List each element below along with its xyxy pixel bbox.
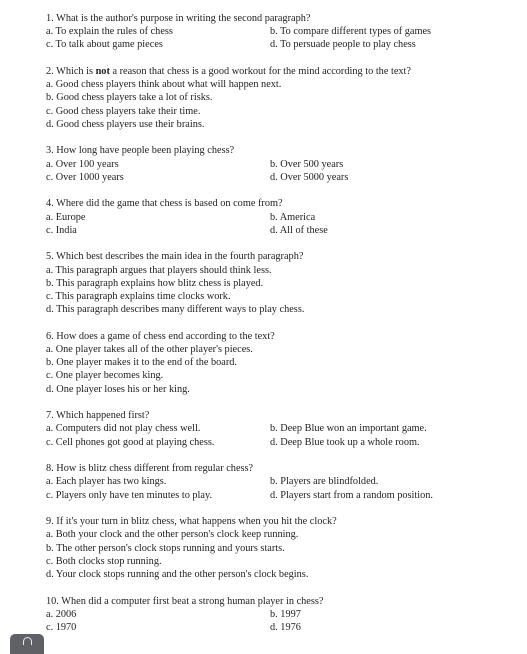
option-d: d. 1976 — [270, 622, 301, 634]
question-10 — [46, 595, 486, 635]
option-b: b. The other person's clock stops running and yours starts. — [46, 542, 285, 554]
question-5 — [46, 250, 486, 316]
corner-tab-icon[interactable] — [10, 634, 44, 654]
answer-options — [46, 211, 486, 237]
question-stem: 7. Which happened first? — [46, 410, 150, 422]
option-d: d. All of these — [270, 224, 328, 236]
answer-options — [46, 25, 486, 51]
option-d: d. Over 5000 years — [270, 171, 349, 183]
option-c: c. To talk about game pieces — [46, 39, 163, 51]
question-9 — [46, 515, 486, 581]
option-c: c. Over 1000 years — [46, 171, 124, 183]
question-stem: 8. How is blitz chess different from regular chess? — [46, 463, 254, 475]
answer-options — [46, 422, 486, 448]
question-4 — [46, 197, 486, 237]
option-b: b. Good chess players take a lot of risks. — [46, 92, 213, 104]
option-a: a. Europe — [46, 211, 86, 223]
option-d: d. Deep Blue took up a whole room. — [270, 436, 420, 448]
answer-options — [46, 608, 486, 634]
option-d: d. To persuade people to play chess — [270, 39, 416, 51]
option-a: a. Both your clock and the other person's clock keep running. — [46, 529, 299, 541]
question-stem: 1. What is the author's purpose in writing the second paragraph? — [46, 13, 311, 24]
question-stem: 9. If it's your turn in blitz chess, what happens when you hit the clock? — [46, 516, 337, 528]
option-b: b. To compare different types of games — [270, 26, 432, 38]
answer-options — [46, 343, 486, 396]
question-7 — [46, 409, 486, 449]
option-a: a. To explain the rules of chess — [46, 26, 173, 38]
option-a: a. This paragraph argues that players should think less. — [46, 264, 272, 276]
stem-text-post: a reason that chess is a good workout for the mind according to the text? — [109, 66, 411, 77]
answer-options — [46, 528, 486, 581]
answer-options — [46, 264, 486, 317]
option-c: c. Good chess players take their time. — [46, 105, 201, 117]
option-c: c. Both clocks stop running. — [46, 555, 162, 567]
question-3 — [46, 144, 486, 184]
option-c: c. This paragraph explains time clocks work. — [46, 291, 231, 303]
option-a: a. Good chess players think about what will happen next. — [46, 79, 282, 91]
option-b: b. America — [270, 211, 316, 223]
option-c: c. Players only have ten minutes to play. — [46, 489, 213, 501]
option-c: c. India — [46, 224, 77, 236]
option-a: a. Computers did not play chess well. — [46, 423, 201, 435]
option-d: d. One player loses his or her king. — [46, 383, 190, 395]
option-c: c. Cell phones got good at playing chess. — [46, 436, 215, 448]
answer-options — [46, 78, 486, 131]
option-c: c. 1970 — [46, 622, 77, 634]
option-a: a. 2006 — [46, 608, 77, 620]
stem-emphasis: not — [95, 66, 110, 77]
option-c: c. One player becomes king. — [46, 370, 164, 382]
option-d: d. Good chess players use their brains. — [46, 118, 205, 130]
question-stem: 5. Which best describes the main idea in the fourth paragraph? — [46, 251, 304, 263]
question-2 — [46, 65, 486, 131]
option-d: d. Players start from a random position. — [270, 489, 434, 501]
option-d: d. Your clock stops running and the other person's clock begins. — [46, 569, 309, 581]
question-6 — [46, 330, 486, 396]
stem-text-pre: 2. Which is — [46, 66, 96, 77]
option-d: d. This paragraph describes many different ways to play chess. — [46, 304, 305, 316]
answer-options — [46, 158, 486, 184]
option-b: b. This paragraph explains how blitz chess is played. — [46, 277, 264, 289]
question-1 — [46, 12, 486, 52]
option-b: b. Players are blindfolded. — [270, 476, 379, 488]
option-a: a. Over 100 years — [46, 158, 119, 170]
option-b: b. 1997 — [270, 608, 301, 620]
question-8 — [46, 462, 486, 502]
tab-glyph-icon — [23, 637, 32, 645]
worksheet — [46, 12, 486, 648]
question-stem: 4. Where did the game that chess is based on come from? — [46, 198, 283, 210]
question-stem: 10. When did a computer first beat a strong human player in chess? — [46, 595, 324, 607]
question-stem — [46, 65, 486, 78]
question-stem: 3. How long have people been playing chess? — [46, 145, 235, 157]
question-stem: 6. How does a game of chess end according to the text? — [46, 330, 275, 342]
option-b: b. Deep Blue won an important game. — [270, 423, 427, 435]
answer-options — [46, 475, 486, 501]
option-b: b. One player makes it to the end of the board. — [46, 357, 238, 369]
option-b: b. Over 500 years — [270, 158, 344, 170]
option-a: a. One player takes all of the other player's pieces. — [46, 344, 253, 356]
option-a: a. Each player has two kings. — [46, 476, 167, 488]
